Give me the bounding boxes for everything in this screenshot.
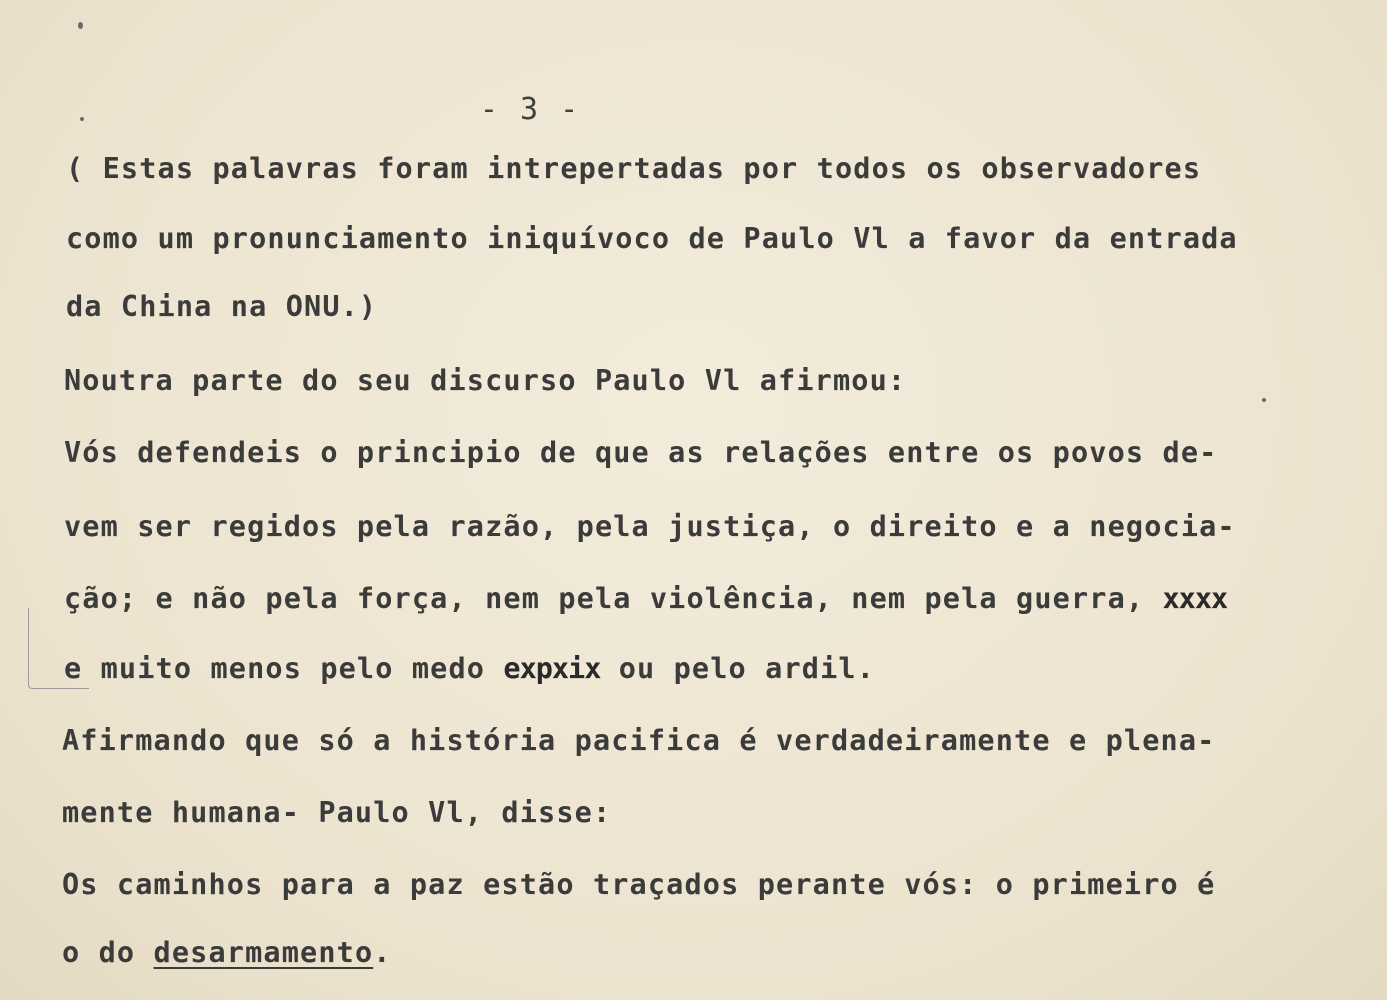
text-line-6: vem ser regidos pela razão, pela justiça, o direito e a negocia-	[64, 510, 1236, 543]
text-line-8-end: ou pelo ardil.	[618, 652, 876, 685]
text-line-8-start: e muito menos pelo medo	[64, 652, 486, 685]
page-number: - 3 -	[479, 92, 581, 127]
text-line-8	[64, 652, 875, 685]
text-line-11: Os caminhos para a paz estão traçados perante vós: o primeiro é	[62, 868, 1216, 901]
text-line-4: Noutra parte do seu discurso Paulo Vl afirmou:	[64, 364, 907, 397]
struck-out-word: xxxx	[1162, 582, 1228, 615]
text-line-7-main: ção; e não pela força, nem pela violência, nem pela guerra,	[64, 582, 1145, 615]
text-line-12-start: o do	[62, 936, 136, 969]
paper-speck	[80, 117, 84, 121]
text-line-10: mente humana- Paulo Vl, disse:	[62, 796, 612, 829]
text-line-7	[64, 582, 1227, 615]
underlined-word: desarmamento	[153, 936, 374, 969]
text-line-2: como um pronunciamento iniquívoco de Paulo Vl a favor da entrada	[66, 222, 1238, 255]
final-period: .	[373, 936, 392, 969]
struck-out-word: expxix	[503, 652, 601, 685]
text-line-12	[62, 936, 392, 969]
text-line-5: Vós defendeis o principio de que as relações entre os povos de-	[64, 436, 1218, 469]
text-line-3: da China na ONU.)	[66, 290, 378, 323]
paper-speck	[1262, 398, 1266, 402]
text-line-1: ( Estas palavras foram intrepertadas por todos os observadores	[66, 152, 1202, 185]
margin-mark	[28, 608, 89, 689]
text-line-9: Afirmando que só a história pacifica é verdadeiramente e plena-	[62, 724, 1216, 757]
paper-speck	[78, 22, 83, 29]
